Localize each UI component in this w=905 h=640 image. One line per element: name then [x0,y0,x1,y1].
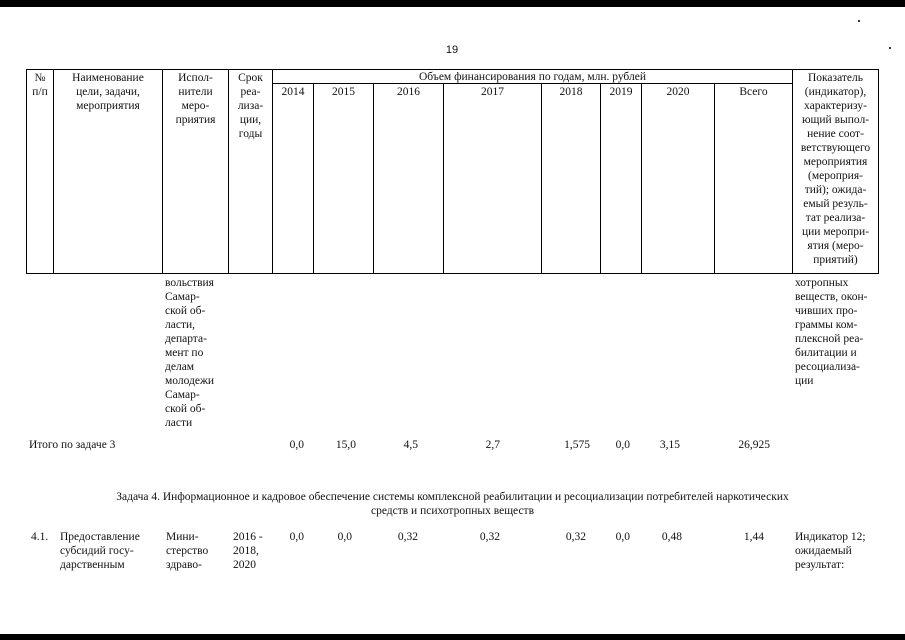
col-divider [714,83,715,274]
row-activity-name: Предоставление субсидий госу- дарственным [60,531,140,571]
total-value-2018: 1,575 [564,439,590,451]
scan-border-top [0,0,905,7]
total-value-all: 26,925 [738,439,770,451]
scan-speck [889,47,891,49]
total-value-2016: 4,5 [403,439,418,451]
total-value-2019: 0,0 [615,439,630,451]
table-header-bottom-border [26,273,879,274]
header-executors-cell: Испол- нители меро- приятия [175,72,216,126]
row-executors: Мини- стерство здраво- [166,531,209,571]
header-name-cell: Наименование цели, задачи, мероприятия [72,72,144,112]
row-term: 2016 - 2018, 2020 [233,531,263,571]
col-divider [878,69,879,274]
row-value-2020: 0,48 [661,531,682,543]
row-value-2016: 0,32 [397,531,418,543]
row-value-2019: 0,0 [615,531,630,543]
total-value-2017: 2,7 [485,439,500,451]
col-divider [600,83,601,274]
row-value-total: 1,44 [743,531,764,543]
col-divider [641,83,642,274]
total-value-2020: 3,15 [659,439,680,451]
col-divider [313,83,314,274]
header-indicator-cell: Показатель (индикатор), характеризу- ющий выпол- нение соот- ветствующего мероприятия (мероприя- тий); ожида- емый резуль- тат реализа- ции меропри- ятия (меро- приятий) [800,72,871,266]
continued-executors-text: вольствия Самар- ской об- ласти, департа- мент по делам молодежи Самар- ской об- ласти [165,277,215,429]
total-value-2015: 15,0 [335,439,356,451]
header-year-cell: 2014 [281,86,305,98]
header-year-cell: 2020 [666,86,690,98]
col-divider [272,69,273,274]
row-value-2017: 0,32 [479,531,500,543]
page-number: 19 [445,44,459,56]
header-year-cell: 2017 [481,86,504,98]
row-indicator: Индикатор 12; ожидаемый результат: [795,531,866,571]
scan-border-bottom [0,634,905,640]
row-value-2014: 0,0 [289,531,304,543]
header-funding-title: Объем финансирования по годам, млн. рублей [419,71,646,83]
task4-heading: Задача 4. Информационное и кадровое обеспечение системы комплексной реабилитации и ресоциализации потребителей наркотических средств и психотропных веществ [116,491,789,517]
row-number: 4.1. [31,531,49,543]
row-value-2015: 0,0 [337,531,352,543]
col-divider [26,69,27,274]
col-divider [443,83,444,274]
continued-indicator-text: хотропных веществ, окон- чивших про- граммы ком- плексной реа- билитации и ресоциализа- ции [795,277,868,387]
total-row-label: Итого по задаче 3 [29,439,116,451]
col-divider [373,83,374,274]
header-year-cell: 2015 [332,86,355,98]
header-total-cell: Всего [739,86,768,98]
col-divider [541,83,542,274]
scan-speck [858,20,860,22]
header-term-cell: Срок реа- лиза- ции, годы [237,72,264,140]
total-value-2014: 0,0 [289,439,304,451]
row-value-2018: 0,32 [565,531,586,543]
header-year-cell: 2018 [559,86,583,98]
header-year-cell: 2016 [397,86,420,98]
header-number-cell: № п/п [32,72,48,98]
header-year-cell: 2019 [609,86,633,98]
